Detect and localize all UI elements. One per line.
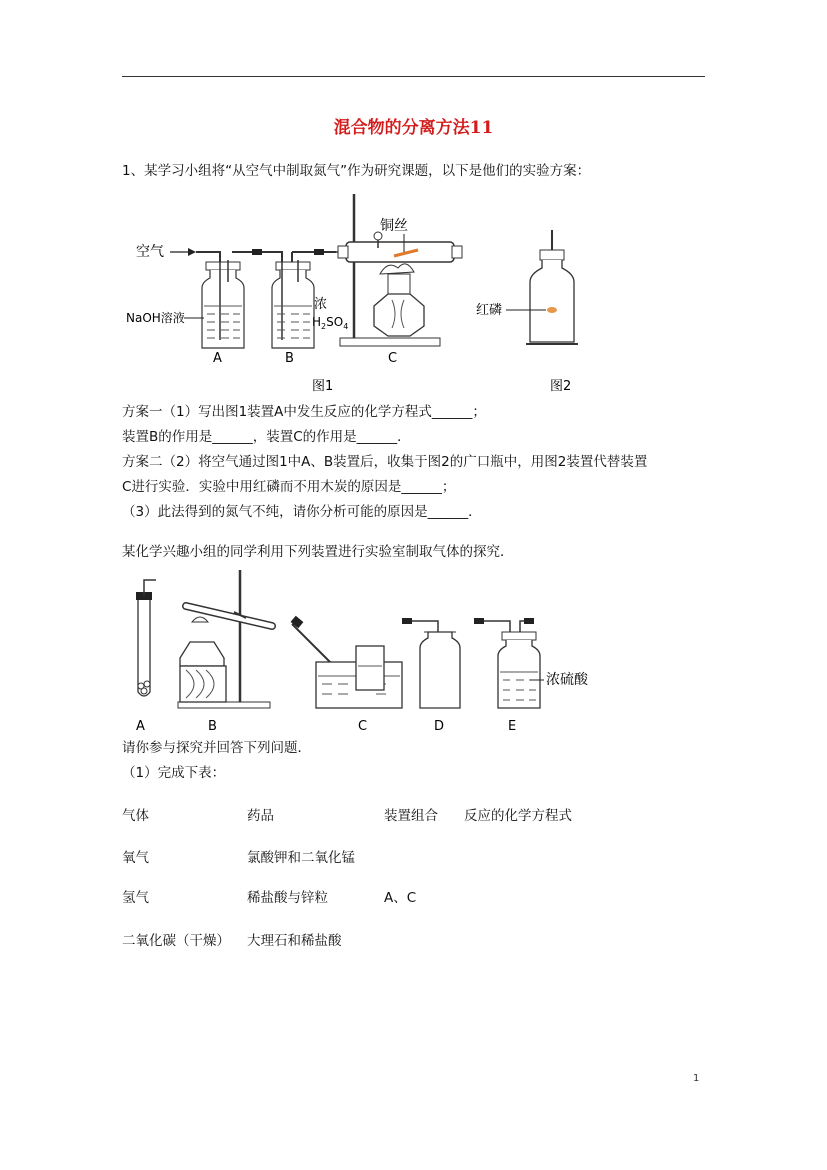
table-header-reagents: 药品 [247,808,274,824]
q2-sub: （1）完成下表： [122,765,226,781]
fig1-caption: 图1 [312,379,334,394]
apparatus-label-e: E [508,719,517,734]
apparatus-label-b: B [208,719,217,734]
question-1-intro: 1、某学习小组将“从空气中制取氮气”作为研究课题，以下是他们的实验方案： [122,163,591,179]
question-2-intro: 某化学兴趣小组的同学利用下列装置进行实验室制取气体的探究． [122,544,514,560]
copper-label: 铜丝 [380,218,408,234]
page-number: 1 [693,1073,700,1084]
table-header-gas: 气体 [122,808,149,824]
page-title: 混合物的分离方法11 [333,118,494,138]
q1-line-3: 方案二（2）将空气通过图1中A、B装置后，收集于图2的广口瓶中，用图2装置代替装置 [122,454,648,470]
figure-apparatus-a-e [122,566,602,734]
apparatus-label-a: A [136,719,145,734]
air-label: 空气 [136,244,164,260]
q1-line-5: （3）此法得到的氮气不纯，请你分析可能的原因是______． [122,504,482,520]
table-header-equation: 反应的化学方程式 [464,808,572,824]
fig1-label-a: A [213,351,222,366]
figure-1-2 [122,190,602,400]
header-rule [122,76,705,77]
q1-line-2: 装置B的作用是______，装置C的作用是______． [122,429,411,445]
table-row-1-gas: 氧气 [122,850,149,866]
table-row-3-reagents: 大理石和稀盐酸 [247,933,342,949]
q2-prompt: 请你参与探究并回答下列问题． [122,740,311,756]
naoh-label: NaOH溶液 [126,311,185,325]
table-row-3-gas: 二氧化碳（干燥） [122,933,230,949]
acid-label: 浓硫酸 [546,672,588,688]
apparatus-label-d: D [434,719,445,734]
fig1-label-c: C [388,351,398,366]
apparatus-label-c: C [358,719,368,734]
table-row-2-apparatus: A、C [384,890,417,906]
conc-label: 浓 [314,297,328,312]
table-header-apparatus: 装置组合 [384,808,438,824]
table-row-2-reagents: 稀盐酸与锌粒 [247,890,328,906]
table-row-1-reagents: 氯酸钾和二氧化锰 [247,850,355,866]
table-row-2-gas: 氢气 [122,890,149,906]
fig1-label-b: B [285,351,294,366]
phosphorus-label: 红磷 [476,303,503,318]
h2so4-label: $H_2SO_4$ [312,315,349,331]
fig2-caption: 图2 [550,379,572,394]
q1-line-4: C进行实验．实验中用红磷而不用木炭的原因是______； [122,479,456,495]
q1-line-1: 方案一（1）写出图1装置A中发生反应的化学方程式______； [122,404,486,420]
